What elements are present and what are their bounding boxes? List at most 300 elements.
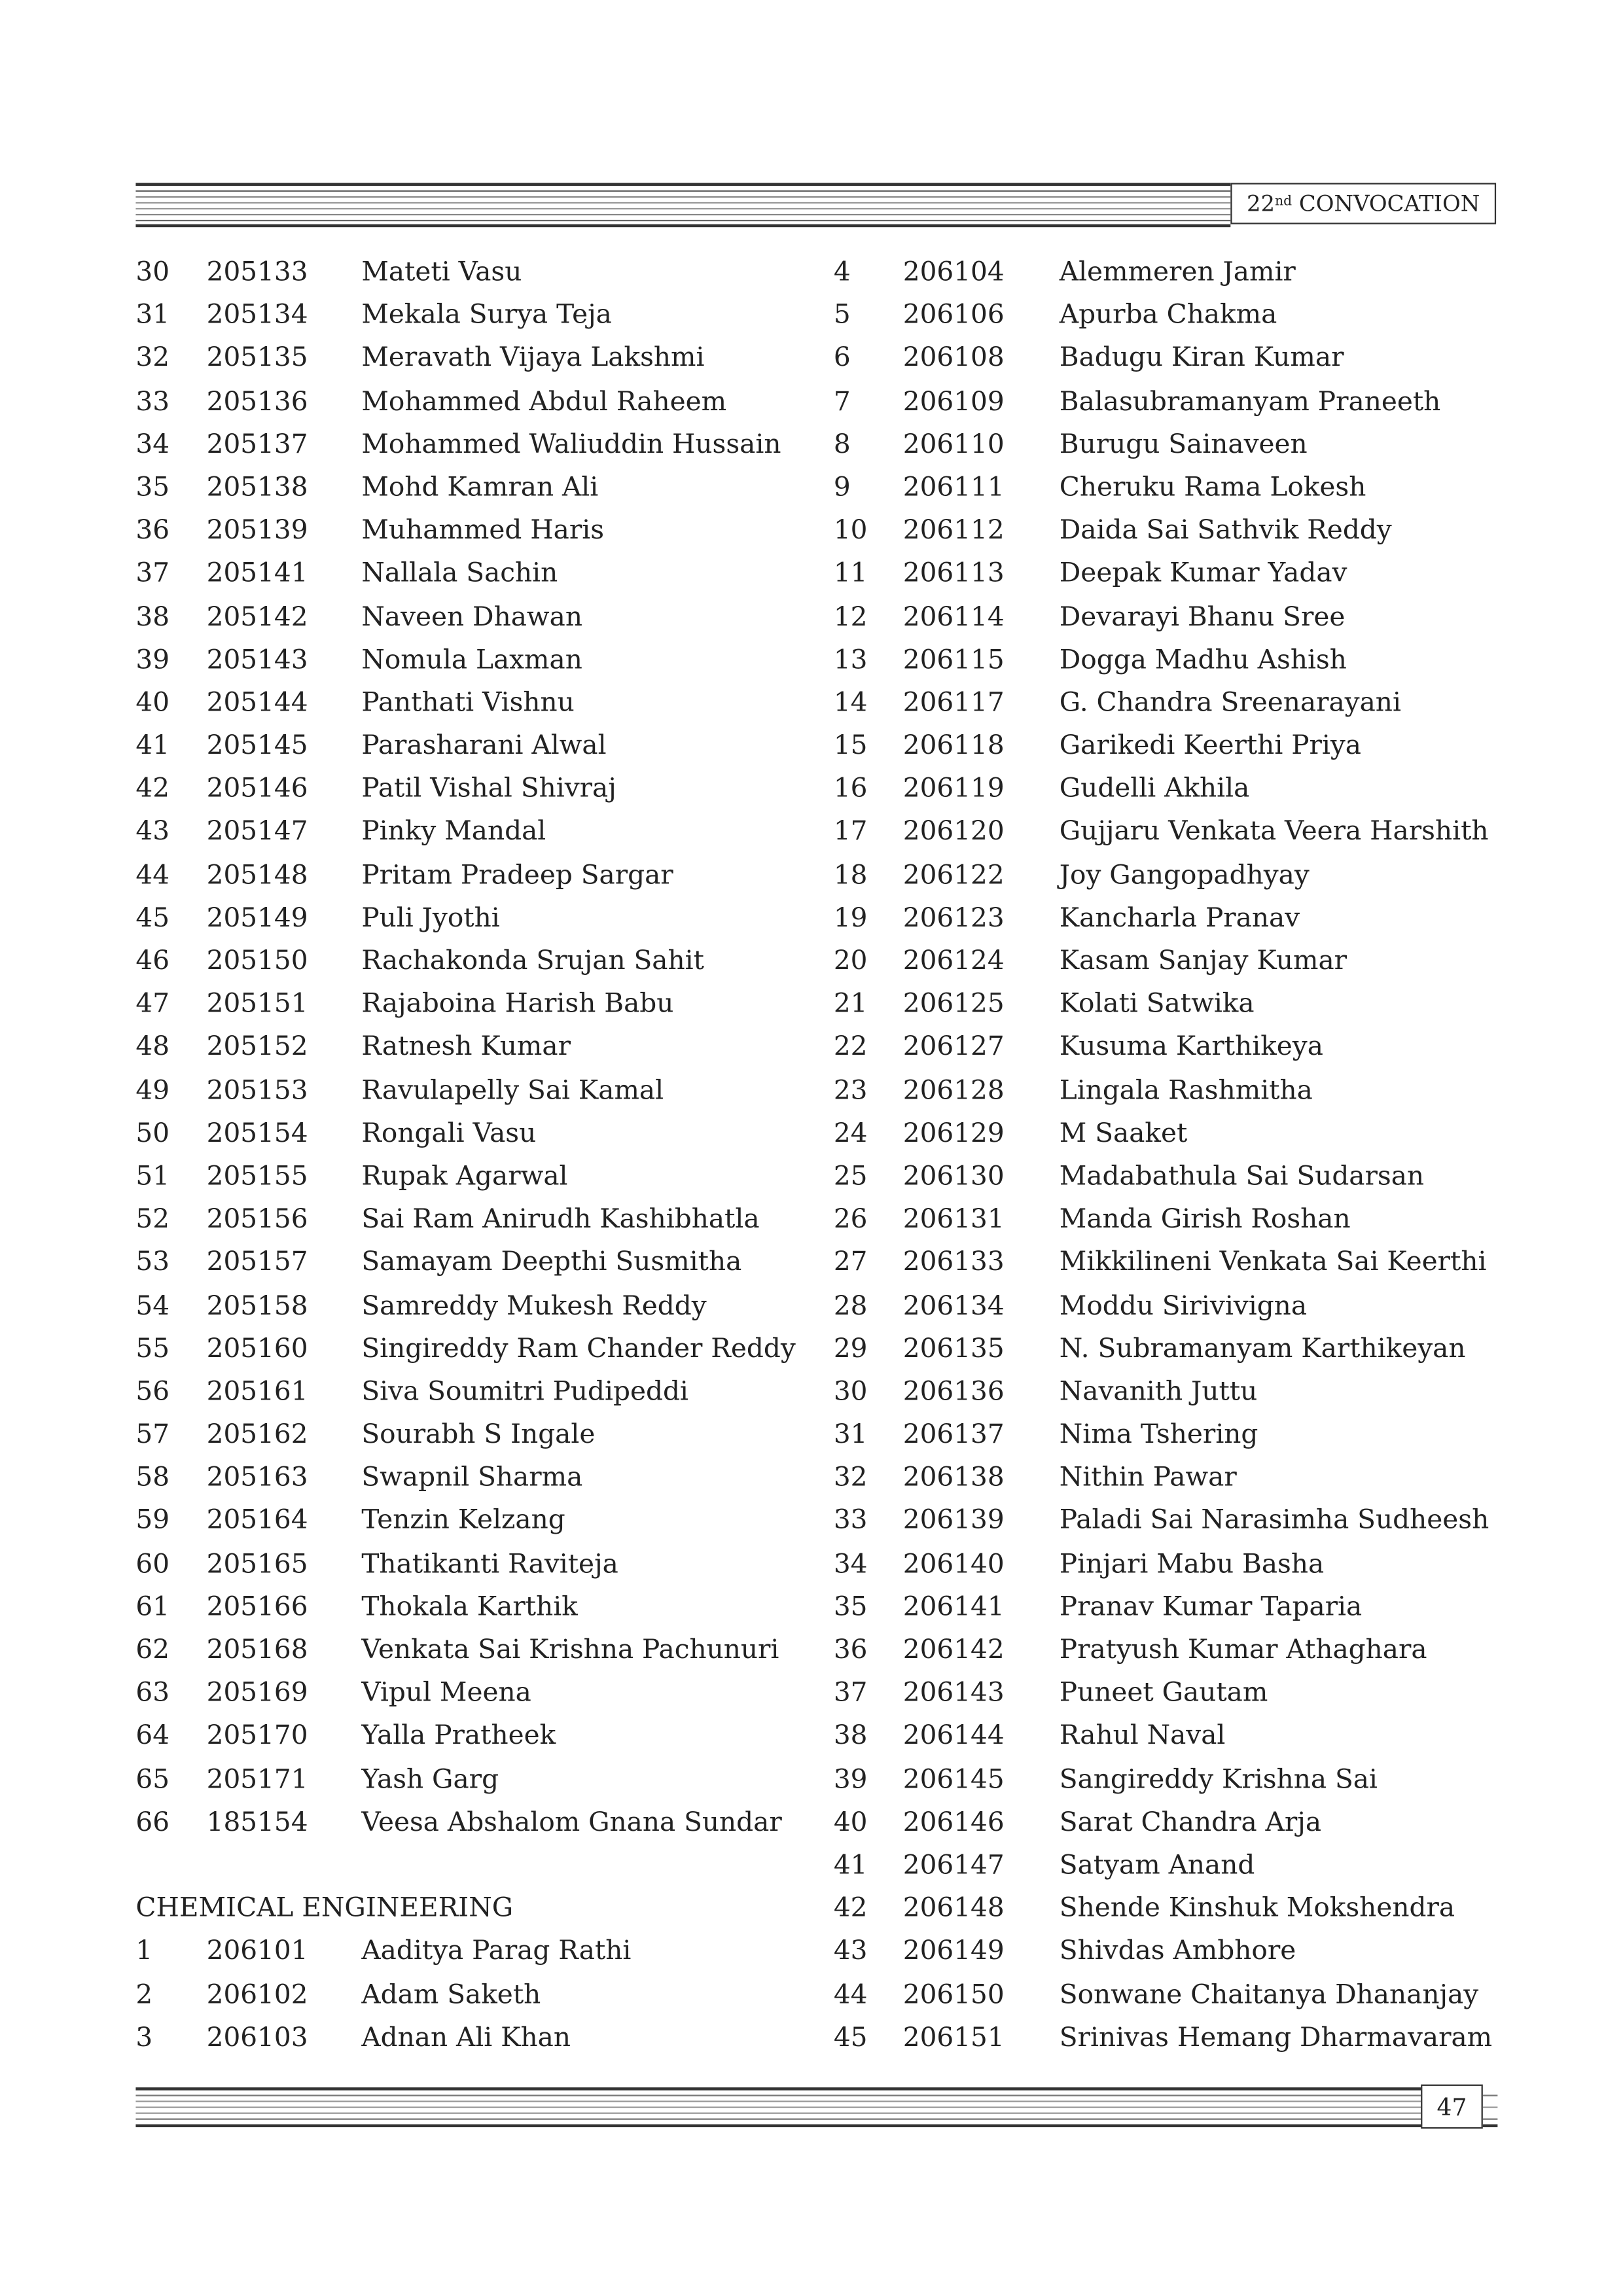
list-item (834, 337, 1512, 380)
student-name: Sai Ram Anirudh Kashibhatla (361, 1203, 760, 1235)
serial-number: 19 (833, 902, 868, 934)
roll-number: 205144 (206, 687, 308, 718)
header-title: CONVOCATION (1298, 190, 1480, 217)
list-item (834, 509, 1512, 552)
roll-number: 206135 (902, 1333, 1005, 1364)
list-item (834, 1542, 1512, 1585)
student-name: Daida Sai Sathvik Reddy (1059, 515, 1392, 546)
list-item (834, 1112, 1512, 1155)
student-name: Pinky Mandal (361, 816, 546, 848)
student-name: Naveen Dhawan (361, 601, 583, 633)
student-name: Singireddy Ram Chander Reddy (361, 1333, 796, 1364)
student-name: Pranav Kumar Taparia (1059, 1591, 1363, 1623)
roll-number: 206131 (902, 1203, 1005, 1235)
roll-number: 206130 (902, 1161, 1005, 1192)
serial-number: 12 (833, 601, 868, 633)
list-item (834, 1026, 1512, 1069)
serial-number: 18 (833, 859, 868, 891)
list-item (135, 552, 814, 595)
list-item (135, 724, 814, 768)
roll-number: 206115 (902, 644, 1005, 675)
list-item (834, 854, 1512, 897)
student-name: G. Chandra Sreenarayani (1059, 687, 1401, 718)
serial-number: 56 (135, 1376, 170, 1407)
roll-number: 205169 (206, 1677, 308, 1709)
roll-number: 205156 (206, 1203, 308, 1235)
student-name: Thatikanti Raviteja (361, 1548, 618, 1580)
student-name: Alemmeren Jamir (1059, 256, 1296, 288)
serial-number: 1 (135, 1935, 153, 1968)
list-item (135, 1973, 814, 2016)
header-ordinal-suffix: nd (1275, 194, 1293, 210)
serial-number: 15 (833, 730, 868, 762)
student-name: Sourabh S Ingale (361, 1419, 596, 1451)
student-name: Muhammed Haris (361, 515, 605, 546)
roll-number: 206106 (902, 300, 1005, 331)
right-column (834, 251, 1512, 2059)
roll-number: 205149 (206, 902, 308, 934)
serial-number: 34 (135, 429, 170, 460)
roll-number: 205146 (206, 773, 308, 805)
roll-number: 206124 (902, 945, 1005, 977)
student-name: N. Subramanyam Karthikeyan (1059, 1333, 1466, 1364)
roll-number: 206141 (902, 1591, 1005, 1623)
roll-number: 206111 (902, 472, 1005, 503)
student-name: Nomula Laxman (361, 644, 582, 675)
serial-number: 43 (833, 1935, 868, 1968)
list-item (135, 380, 814, 423)
list-item (135, 337, 814, 380)
student-name: Rajaboina Harish Babu (361, 988, 674, 1020)
serial-number: 54 (135, 1290, 170, 1321)
student-name: Vipul Meena (361, 1677, 531, 1709)
roll-number: 206134 (902, 1290, 1005, 1321)
list-item (834, 1844, 1512, 1887)
roll-number: 206133 (902, 1246, 1005, 1279)
serial-number: 39 (135, 644, 170, 675)
roll-number: 185154 (206, 1807, 308, 1838)
list-item (834, 1887, 1512, 1930)
list-item (834, 724, 1512, 768)
roll-number: 206123 (902, 902, 1005, 934)
serial-number: 23 (833, 1074, 868, 1106)
roll-number: 206127 (902, 1031, 1005, 1063)
list-item (135, 639, 814, 682)
roll-number: 206128 (902, 1074, 1005, 1106)
student-name: Pinjari Mabu Basha (1059, 1548, 1325, 1580)
list-item (135, 1542, 814, 1585)
serial-number: 64 (135, 1720, 170, 1752)
roll-number: 206137 (902, 1419, 1005, 1451)
roll-number: 205145 (206, 730, 308, 762)
roll-number: 206138 (902, 1462, 1005, 1494)
student-name: M Saaket (1059, 1118, 1188, 1149)
list-item (135, 1801, 814, 1844)
roll-number: 206136 (902, 1376, 1005, 1407)
student-name: Sarat Chandra Arja (1059, 1807, 1322, 1838)
list-item (834, 1370, 1512, 1413)
serial-number: 60 (135, 1548, 170, 1580)
list-item (135, 466, 814, 509)
roll-number: 205170 (206, 1720, 308, 1752)
list-item (834, 1284, 1512, 1328)
serial-number: 9 (833, 472, 851, 503)
serial-number: 50 (135, 1118, 170, 1149)
roll-number: 205141 (206, 557, 308, 590)
list-item (135, 1629, 814, 1672)
serial-number: 41 (135, 730, 170, 762)
roll-number: 205152 (206, 1031, 308, 1063)
student-name: Mateti Vasu (361, 256, 522, 288)
list-item (135, 1370, 814, 1413)
serial-number: 39 (833, 1763, 868, 1795)
list-item (834, 1585, 1512, 1629)
serial-number: 59 (135, 1505, 170, 1536)
student-name: Tenzin Kelzang (361, 1505, 565, 1536)
student-name: Adnan Ali Khan (361, 2022, 571, 2053)
serial-number: 44 (833, 1979, 868, 2010)
roll-number: 206118 (902, 730, 1005, 762)
roll-number: 206119 (902, 773, 1005, 805)
student-name: Kolati Satwika (1059, 988, 1255, 1020)
list-item (834, 768, 1512, 811)
serial-number: 53 (135, 1246, 170, 1279)
serial-number: 3 (135, 2022, 153, 2053)
list-item (834, 1155, 1512, 1198)
roll-number: 206144 (902, 1720, 1005, 1752)
list-item (135, 1457, 814, 1500)
roll-number: 205157 (206, 1246, 308, 1279)
serial-number: 31 (833, 1419, 868, 1451)
student-name: Burugu Sainaveen (1059, 429, 1308, 460)
student-name: Apurba Chakma (1059, 300, 1277, 331)
serial-number: 10 (833, 515, 868, 546)
student-name: Mikkilineni Venkata Sai Keerthi (1059, 1246, 1487, 1279)
student-name: Ravulapelly Sai Kamal (361, 1074, 664, 1106)
serial-number: 21 (833, 988, 868, 1020)
student-name: Gujjaru Venkata Veera Harshith (1059, 816, 1489, 848)
student-name: Badugu Kiran Kumar (1059, 342, 1344, 374)
list-item (834, 1198, 1512, 1241)
roll-number: 206102 (206, 1979, 308, 2010)
student-name: Srinivas Hemang Dharmavaram (1059, 2022, 1493, 2053)
serial-number: 55 (135, 1333, 170, 1364)
roll-number: 206122 (902, 859, 1005, 891)
student-name: Parasharani Alwal (361, 730, 607, 762)
list-item (135, 896, 814, 940)
roll-number: 205164 (206, 1505, 308, 1536)
roll-number: 205163 (206, 1462, 308, 1494)
list-item (834, 1801, 1512, 1844)
roll-number: 206114 (902, 601, 1005, 633)
list-item (834, 552, 1512, 595)
student-name: Rupak Agarwal (361, 1161, 568, 1192)
serial-number: 35 (135, 472, 170, 503)
student-name: Panthati Vishnu (361, 687, 575, 718)
serial-number: 33 (833, 1505, 868, 1536)
student-name: Kancharla Pranav (1059, 902, 1300, 934)
roll-number: 205162 (206, 1419, 308, 1451)
roll-number: 205165 (206, 1548, 308, 1580)
roll-number: 206140 (902, 1548, 1005, 1580)
student-name: Gudelli Akhila (1059, 773, 1250, 805)
serial-number: 8 (833, 429, 851, 460)
roll-number: 206103 (206, 2022, 308, 2053)
chemical-engineering-list (135, 1930, 814, 2059)
roll-number: 205168 (206, 1634, 308, 1666)
student-name: Balasubramanyam Praneeth (1059, 385, 1441, 417)
student-name: Sonwane Chaitanya Dhananjay (1059, 1979, 1479, 2010)
list-item (834, 294, 1512, 337)
roll-number: 206117 (902, 687, 1005, 718)
roll-number: 206109 (902, 385, 1005, 417)
student-name: Deepak Kumar Yadav (1059, 557, 1347, 590)
list-item (834, 1500, 1512, 1543)
serial-number: 11 (833, 557, 868, 590)
roll-number: 206139 (902, 1505, 1005, 1536)
list-item (135, 681, 814, 724)
student-name: Nithin Pawar (1059, 1462, 1237, 1494)
student-name: Cheruku Rama Lokesh (1059, 472, 1366, 503)
list-item (135, 1757, 814, 1801)
list-item (834, 2016, 1512, 2059)
serial-number: 26 (833, 1203, 868, 1235)
list-item (834, 251, 1512, 294)
serial-number: 22 (833, 1031, 868, 1063)
student-name: Siva Soumitri Pudipeddi (361, 1376, 688, 1407)
student-name: Aaditya Parag Rathi (361, 1935, 632, 1968)
list-item (834, 1241, 1512, 1284)
roll-number: 206151 (902, 2022, 1005, 2053)
serial-number: 4 (833, 256, 851, 288)
roll-number: 205134 (206, 300, 308, 331)
serial-number: 45 (135, 902, 170, 934)
student-name: Nallala Sachin (361, 557, 558, 590)
serial-number: 6 (833, 342, 851, 374)
list-item (135, 595, 814, 639)
roll-number: 205136 (206, 385, 308, 417)
serial-number: 28 (833, 1290, 868, 1321)
serial-number: 2 (135, 1979, 153, 2010)
student-name: Nima Tshering (1059, 1419, 1258, 1451)
list-item (135, 1155, 814, 1198)
serial-number: 5 (833, 300, 851, 331)
list-item (135, 509, 814, 552)
list-item (834, 1413, 1512, 1457)
list-item (834, 1757, 1512, 1801)
serial-number: 45 (833, 2022, 868, 2053)
list-item (135, 1241, 814, 1284)
roll-number: 206149 (902, 1935, 1005, 1968)
student-name: Dogga Madhu Ashish (1059, 644, 1347, 675)
roll-number: 206113 (902, 557, 1005, 590)
student-name: Satyam Anand (1059, 1850, 1255, 1881)
serial-number: 52 (135, 1203, 170, 1235)
serial-number: 42 (833, 1892, 868, 1924)
list-item (834, 1715, 1512, 1758)
list-item (834, 639, 1512, 682)
left-column (135, 251, 814, 2059)
roll-number: 206142 (902, 1634, 1005, 1666)
serial-number: 13 (833, 644, 868, 675)
list-item (834, 1930, 1512, 1973)
serial-number: 31 (135, 300, 170, 331)
student-name: Rahul Naval (1059, 1720, 1226, 1752)
left-list (135, 251, 814, 1844)
serial-number: 32 (135, 342, 170, 374)
student-name: Adam Saketh (361, 1979, 541, 2010)
roll-number: 206150 (902, 1979, 1005, 2010)
list-item (135, 1930, 814, 1973)
roll-number: 205166 (206, 1591, 308, 1623)
serial-number: 65 (135, 1763, 170, 1795)
student-name: Ratnesh Kumar (361, 1031, 571, 1063)
student-name: Pratyush Kumar Athaghara (1059, 1634, 1427, 1666)
serial-number: 51 (135, 1161, 170, 1192)
serial-number: 44 (135, 859, 170, 891)
serial-number: 47 (135, 988, 170, 1020)
student-name: Shende Kinshuk Mokshendra (1059, 1892, 1455, 1924)
list-item (135, 1672, 814, 1715)
serial-number: 29 (833, 1333, 868, 1364)
student-name: Swapnil Sharma (361, 1462, 583, 1494)
list-item (135, 1112, 814, 1155)
student-name: Garikedi Keerthi Priya (1059, 730, 1362, 762)
student-name: Joy Gangopadhyay (1059, 859, 1310, 891)
roll-number: 205160 (206, 1333, 308, 1364)
roll-number: 205139 (206, 515, 308, 546)
list-item (834, 811, 1512, 854)
roll-number: 205137 (206, 429, 308, 460)
roll-number: 205154 (206, 1118, 308, 1149)
serial-number: 41 (833, 1850, 868, 1881)
serial-number: 20 (833, 945, 868, 977)
list-item (135, 1327, 814, 1370)
serial-number: 48 (135, 1031, 170, 1063)
student-name: Mohd Kamran Ali (361, 472, 599, 503)
serial-number: 63 (135, 1677, 170, 1709)
serial-number: 66 (135, 1807, 170, 1838)
roll-number: 206125 (902, 988, 1005, 1020)
student-name: Mekala Surya Teja (361, 300, 612, 331)
roll-number: 205143 (206, 644, 308, 675)
student-name: Lingala Rashmitha (1059, 1074, 1313, 1106)
list-item (834, 1973, 1512, 2016)
list-item (135, 1026, 814, 1069)
student-name: Puneet Gautam (1059, 1677, 1268, 1709)
student-name: Navanith Juttu (1059, 1376, 1258, 1407)
roll-number: 205138 (206, 472, 308, 503)
list-item (834, 896, 1512, 940)
convocation-header (1230, 183, 1496, 224)
serial-number: 58 (135, 1462, 170, 1494)
student-name: Moddu Sirivivigna (1059, 1290, 1308, 1321)
serial-number: 38 (833, 1720, 868, 1752)
student-name: Mohammed Abdul Raheem (361, 385, 727, 417)
serial-number: 32 (833, 1462, 868, 1494)
serial-number: 42 (135, 773, 170, 805)
serial-number: 33 (135, 385, 170, 417)
list-item (135, 1284, 814, 1328)
list-item (135, 251, 814, 294)
list-item (834, 466, 1512, 509)
roll-number: 206129 (902, 1118, 1005, 1149)
student-name: Madabathula Sai Sudarsan (1059, 1161, 1425, 1192)
list-item (834, 423, 1512, 466)
serial-number: 62 (135, 1634, 170, 1666)
list-item (135, 1500, 814, 1543)
serial-number: 36 (135, 515, 170, 546)
student-name: Paladi Sai Narasimha Sudheesh (1059, 1505, 1489, 1536)
serial-number: 35 (833, 1591, 868, 1623)
student-name: Yalla Pratheek (361, 1720, 556, 1752)
list-item (135, 811, 814, 854)
serial-number: 17 (833, 816, 868, 848)
student-name: Puli Jyothi (361, 902, 500, 934)
serial-number: 36 (833, 1634, 868, 1666)
student-name: Sangireddy Krishna Sai (1059, 1763, 1378, 1795)
serial-number: 40 (833, 1807, 868, 1838)
roll-number: 205151 (206, 988, 308, 1020)
roll-number: 206101 (206, 1935, 308, 1968)
roll-number: 206110 (902, 429, 1005, 460)
serial-number: 24 (833, 1118, 868, 1149)
list-item (834, 940, 1512, 983)
serial-number: 46 (135, 945, 170, 977)
student-name: Manda Girish Roshan (1059, 1203, 1351, 1235)
roll-number: 206108 (902, 342, 1005, 374)
list-item (834, 380, 1512, 423)
student-name: Shivdas Ambhore (1059, 1935, 1296, 1968)
list-item (834, 1069, 1512, 1112)
roll-number: 205148 (206, 859, 308, 891)
serial-number: 27 (833, 1246, 868, 1279)
roll-number: 206104 (902, 256, 1005, 288)
list-item (834, 1672, 1512, 1715)
serial-number: 37 (833, 1677, 868, 1709)
list-item (135, 983, 814, 1026)
roll-number: 205142 (206, 601, 308, 633)
header-ordinal: 22 (1247, 190, 1275, 217)
list-item (135, 1585, 814, 1629)
student-name: Kasam Sanjay Kumar (1059, 945, 1347, 977)
list-item (135, 1413, 814, 1457)
student-name: Kusuma Karthikeya (1059, 1031, 1323, 1063)
list-item (834, 983, 1512, 1026)
roll-number: 206146 (902, 1807, 1005, 1838)
student-name: Mohammed Waliuddin Hussain (361, 429, 781, 460)
student-name: Meravath Vijaya Lakshmi (361, 342, 705, 374)
student-name: Venkata Sai Krishna Pachunuri (361, 1634, 779, 1666)
serial-number: 49 (135, 1074, 170, 1106)
list-item (135, 854, 814, 897)
roll-number: 205147 (206, 816, 308, 848)
serial-number: 16 (833, 773, 868, 805)
roll-number: 205135 (206, 342, 308, 374)
roll-number: 206145 (902, 1763, 1005, 1795)
list-item (834, 1457, 1512, 1500)
roll-number: 205171 (206, 1763, 308, 1795)
list-item (135, 1069, 814, 1112)
student-name: Devarayi Bhanu Sree (1059, 601, 1346, 633)
serial-number: 7 (833, 385, 851, 417)
roll-number: 206148 (902, 1892, 1005, 1924)
serial-number: 14 (833, 687, 868, 718)
student-name: Rachakonda Srujan Sahit (361, 945, 704, 977)
roll-number: 206143 (902, 1677, 1005, 1709)
serial-number: 25 (833, 1161, 868, 1192)
serial-number: 61 (135, 1591, 170, 1623)
